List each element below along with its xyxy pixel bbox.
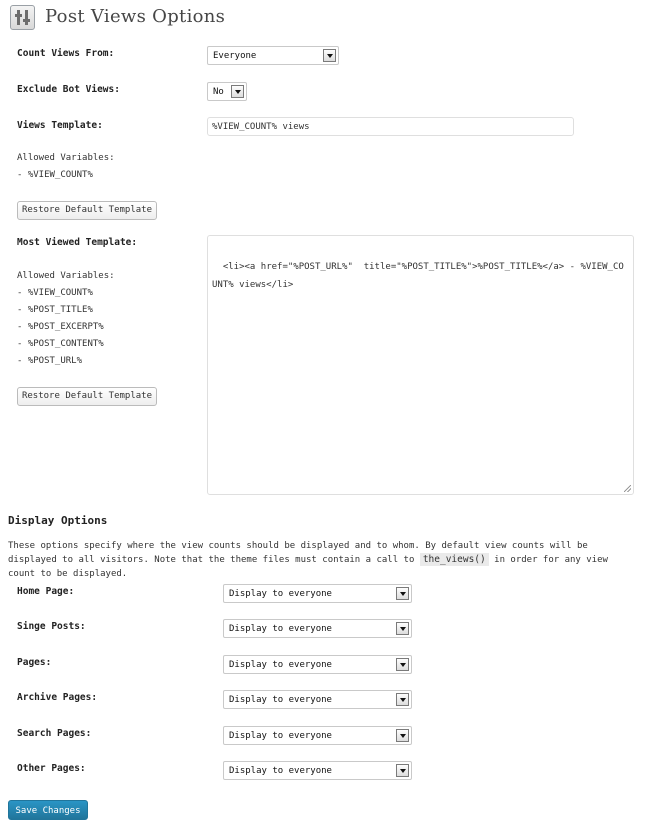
count-views-from-select[interactable] [207,46,339,65]
single-posts-value: Display to everyone [229,624,332,634]
display-options-heading: Display Options [8,514,108,527]
views-template-input[interactable] [207,117,574,136]
most-viewed-template-textarea[interactable] [207,235,634,495]
other-pages-value: Display to everyone [229,766,332,776]
display-options-description [8,539,640,581]
archive-pages-select[interactable] [223,690,412,709]
description-text: in order for any view count to be displayed. [8,555,608,579]
views-template-label: Views Template: [17,120,103,131]
pages-select[interactable] [223,655,412,674]
chevron-down-icon[interactable] [396,729,409,742]
most-viewed-template-label: Most Viewed Template: [17,237,138,248]
chevron-down-icon[interactable] [396,658,409,671]
search-pages-label: Search Pages: [17,728,92,739]
home-page-label: Home Page: [17,586,75,597]
other-pages-label: Other Pages: [17,763,86,774]
other-pages-select[interactable] [223,761,412,780]
most-viewed-template-value: <li><a href="%POST_URL%" title="%POST_TITLE%">%POST_TITLE%</a> - %VIEW_COUNT% views</li> [212,262,624,290]
variable-item: - %POST_URL% [17,356,83,366]
archive-pages-value: Display to everyone [229,695,332,705]
variable-item: - %POST_CONTENT% [17,339,104,349]
pages-value: Display to everyone [229,660,332,670]
search-pages-value: Display to everyone [229,731,332,741]
pages-label: Pages: [17,657,52,668]
page-title: Post Views Options [45,6,226,27]
resize-grip-icon[interactable] [624,485,631,492]
code-snippet: the_views() [420,553,489,566]
archive-pages-label: Archive Pages: [17,692,98,703]
single-posts-select[interactable] [223,619,412,638]
chevron-down-icon[interactable] [396,622,409,635]
count-views-from-label: Count Views From: [17,48,115,59]
exclude-bot-views-select[interactable] [207,82,247,101]
chevron-down-icon[interactable] [396,764,409,777]
home-page-value: Display to everyone [229,589,332,599]
chevron-down-icon[interactable] [323,49,336,62]
description-text: These options specify where the view counts should be displayed and to whom. By default view counts will be displayed to all visitors. Note that the theme files must contain a call to [8,541,588,565]
restore-default-template-button[interactable]: Restore Default Template [17,387,157,406]
single-posts-label: Singe Posts: [17,621,86,632]
views-template-allowed-label: Allowed Variables: [17,153,115,163]
save-changes-button[interactable]: Save Changes [8,800,88,820]
variable-item: - %VIEW_COUNT% [17,288,93,298]
most-viewed-allowed-label: Allowed Variables: [17,271,115,281]
variable-item: - %POST_TITLE% [17,305,93,315]
home-page-select[interactable] [223,584,412,603]
chevron-down-icon[interactable] [396,587,409,600]
search-pages-select[interactable] [223,726,412,745]
chevron-down-icon[interactable] [396,693,409,706]
variable-item: - %POST_EXCERPT% [17,322,104,332]
count-views-from-value: Everyone [213,51,257,61]
restore-default-template-button[interactable]: Restore Default Template [17,201,157,220]
exclude-bot-views-value: No [213,87,224,97]
chevron-down-icon[interactable] [231,85,244,98]
exclude-bot-views-label: Exclude Bot Views: [17,84,120,95]
variable-item: - %VIEW_COUNT% [17,170,93,180]
settings-icon [10,5,35,30]
